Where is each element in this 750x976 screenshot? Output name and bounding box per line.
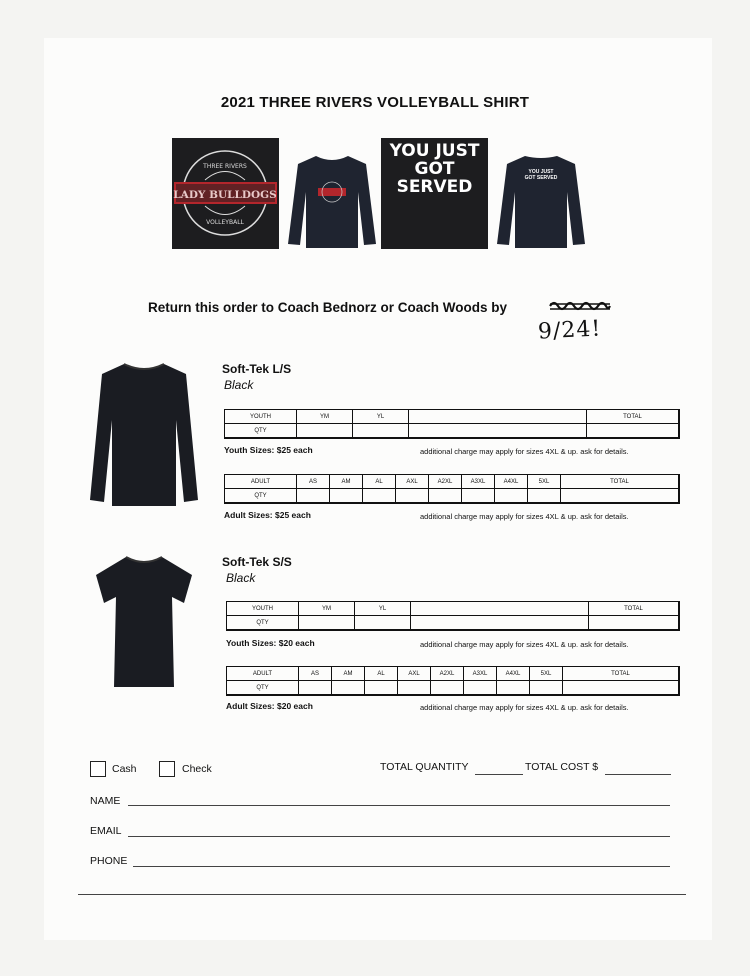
qty-cell[interactable] — [563, 681, 679, 695]
grid-header: AXL — [396, 475, 429, 489]
grid-header: A3XL — [462, 475, 495, 489]
logo-top-text: THREE RIVERS — [203, 163, 247, 170]
product-1-adult-grid — [224, 474, 680, 504]
grid-header: YL — [353, 410, 409, 424]
long-sleeve-front-image — [286, 152, 378, 248]
cash-label: Cash — [112, 763, 137, 775]
qty-cell[interactable] — [398, 681, 431, 695]
qty-cell[interactable] — [353, 424, 409, 438]
qty-cell[interactable] — [297, 424, 353, 438]
grid-header: TOTAL — [587, 410, 679, 424]
logo-main-text: LADY BULLDOGS — [173, 189, 277, 201]
product-2-adult-price: Adult Sizes: $20 each — [226, 701, 313, 711]
bottom-rule — [78, 894, 686, 895]
grid-header: AS — [297, 475, 330, 489]
grid-header: TOTAL — [563, 667, 679, 681]
grid-header: AM — [332, 667, 365, 681]
qty-cell[interactable] — [464, 681, 497, 695]
size-note: additional charge may apply for sizes 4XL & up. ask for details. — [420, 640, 629, 649]
grid-header: A2XL — [429, 475, 462, 489]
grid-header: A4XL — [497, 667, 530, 681]
qty-cell[interactable] — [495, 489, 528, 503]
qty-cell[interactable] — [365, 681, 398, 695]
you-just-got-served-image — [381, 138, 488, 249]
name-field-line[interactable] — [128, 805, 670, 806]
total-cost-label: TOTAL COST $ — [525, 761, 599, 773]
long-sleeve-back-image — [495, 152, 587, 248]
qty-label: QTY — [225, 424, 297, 438]
product-1-youth-price: Youth Sizes: $25 each — [224, 445, 313, 455]
return-instructions: Return this order to Coach Bednorz or Coach Woods by — [148, 300, 508, 315]
product-2-color: Black — [226, 571, 256, 585]
grid-header: AXL — [398, 667, 431, 681]
grid-header: YM — [299, 602, 355, 616]
product-2-adult-grid — [226, 666, 680, 696]
name-label: NAME — [90, 795, 121, 807]
product-1-youth-grid — [224, 409, 680, 439]
cash-checkbox[interactable] — [90, 761, 106, 777]
email-field-line[interactable] — [128, 836, 670, 837]
back-print-text: YOU JUST GOT SERVED — [389, 141, 480, 197]
grid-header: YM — [297, 410, 353, 424]
qty-cell[interactable] — [409, 424, 587, 438]
grid-header: TOTAL — [561, 475, 679, 489]
handwritten-due-date: 9/24! — [537, 316, 602, 345]
grid-header: 5XL — [528, 475, 561, 489]
grid-header: TOTAL — [589, 602, 679, 616]
grid-header: YOUTH — [225, 410, 297, 424]
product-1-color: Black — [224, 378, 254, 392]
qty-cell[interactable] — [299, 616, 355, 630]
logo-bottom-text: VOLLEYBALL — [206, 219, 244, 226]
lady-bulldogs-logo-image — [172, 138, 279, 249]
qty-cell[interactable] — [561, 489, 679, 503]
qty-cell[interactable] — [332, 681, 365, 695]
product-2-youth-grid — [226, 601, 680, 631]
long-sleeve-shirt-photo — [88, 360, 200, 510]
qty-cell[interactable] — [297, 489, 330, 503]
grid-header: YL — [355, 602, 411, 616]
product-2-youth-price: Youth Sizes: $20 each — [226, 638, 315, 648]
qty-cell[interactable] — [396, 489, 429, 503]
qty-cell[interactable] — [411, 616, 589, 630]
qty-cell[interactable] — [462, 489, 495, 503]
qty-cell[interactable] — [363, 489, 396, 503]
qty-cell[interactable] — [497, 681, 530, 695]
grid-header: AM — [330, 475, 363, 489]
product-1-adult-price: Adult Sizes: $25 each — [224, 510, 311, 520]
qty-cell[interactable] — [355, 616, 411, 630]
grid-header: AL — [365, 667, 398, 681]
check-label: Check — [182, 763, 212, 775]
crossed-out-date-scribble — [548, 298, 612, 314]
grid-header: A3XL — [464, 667, 497, 681]
short-sleeve-shirt-photo — [88, 553, 200, 689]
grid-header: AS — [299, 667, 332, 681]
qty-label: QTY — [227, 681, 299, 695]
qty-cell[interactable] — [587, 424, 679, 438]
grid-header: AL — [363, 475, 396, 489]
size-note: additional charge may apply for sizes 4XL & up. ask for details. — [420, 703, 629, 712]
grid-header: A2XL — [431, 667, 464, 681]
product-1-name: Soft-Tek L/S — [222, 362, 292, 376]
qty-cell[interactable] — [528, 489, 561, 503]
size-note: additional charge may apply for sizes 4XL & up. ask for details. — [420, 447, 629, 456]
qty-label: QTY — [225, 489, 297, 503]
check-checkbox[interactable] — [159, 761, 175, 777]
grid-header — [409, 410, 587, 424]
size-note: additional charge may apply for sizes 4XL & up. ask for details. — [420, 512, 629, 521]
grid-header: A4XL — [495, 475, 528, 489]
total-quantity-label: TOTAL QUANTITY — [380, 761, 469, 773]
form-title: 2021 THREE RIVERS VOLLEYBALL SHIRT — [220, 94, 530, 111]
grid-header: YOUTH — [227, 602, 299, 616]
qty-cell[interactable] — [429, 489, 462, 503]
grid-header: 5XL — [530, 667, 563, 681]
email-label: EMAIL — [90, 825, 122, 837]
qty-label: QTY — [227, 616, 299, 630]
product-2-name: Soft-Tek S/S — [222, 555, 292, 569]
total-cost-line[interactable] — [605, 774, 671, 775]
qty-cell[interactable] — [330, 489, 363, 503]
total-quantity-line[interactable] — [475, 774, 523, 775]
phone-label: PHONE — [90, 855, 128, 867]
qty-cell[interactable] — [530, 681, 563, 695]
grid-header: ADULT — [225, 475, 297, 489]
qty-cell[interactable] — [589, 616, 679, 630]
qty-cell[interactable] — [299, 681, 332, 695]
small-back-text: YOU JUST GOT SERVED — [524, 169, 558, 181]
grid-header: ADULT — [227, 667, 299, 681]
grid-header — [411, 602, 589, 616]
phone-field-line[interactable] — [133, 866, 670, 867]
qty-cell[interactable] — [431, 681, 464, 695]
